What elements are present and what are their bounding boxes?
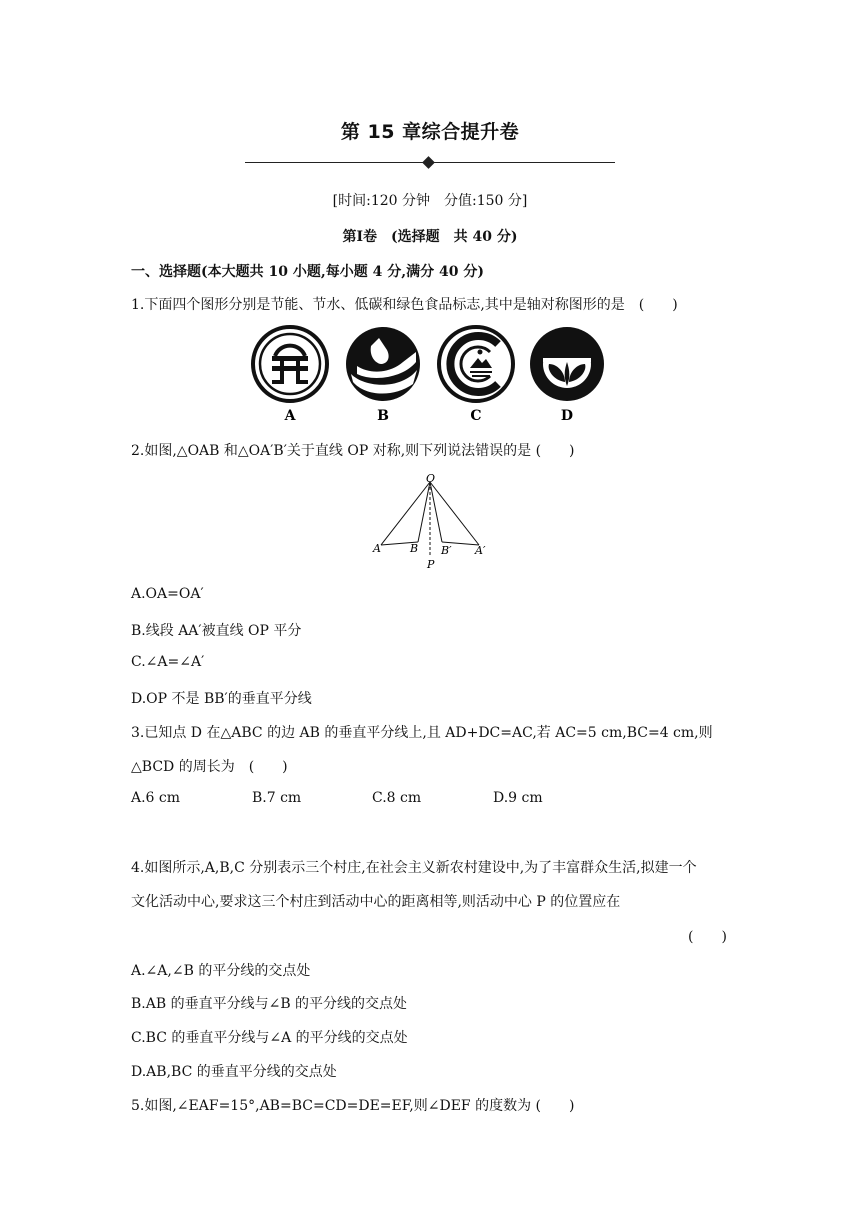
part-heading: 第Ⅰ卷 (选择题 共 40 分) (342, 229, 518, 245)
q2-option-b: B.线段 AA′被直线 OP 平分 (131, 623, 302, 639)
q4-option-a: A.∠A,∠B 的平分线的交点处 (131, 963, 311, 979)
q1-label-a: A (284, 408, 296, 424)
q1-figures (250, 324, 610, 430)
low-carbon-logo-icon (439, 327, 513, 401)
q2-label-o: O (426, 472, 436, 485)
q1-label-d: D (560, 408, 574, 424)
q2-label-b-prime: B′ (441, 544, 452, 557)
q1-label-c: C (470, 408, 482, 424)
q2-label-b: B (410, 542, 419, 555)
q4-stem-line1: 4.如图所示,A,B,C 分别表示三个村庄,在社会主义新农村建设中,为了丰富群众生活,拟建一个 (131, 860, 697, 876)
q2-option-a: A.OA=OA′ (131, 586, 204, 602)
q4-answer-bracket: ( ) (688, 929, 727, 945)
energy-saving-logo-icon (253, 327, 327, 401)
q3-option-a: A.6 cm (131, 790, 181, 806)
q2-label-p: P (427, 558, 435, 571)
section-heading: 一、选择题(本大题共 10 小题,每小题 4 分,满分 40 分) (131, 264, 484, 280)
q4-option-b: B.AB 的垂直平分线与∠B 的平分线的交点处 (131, 996, 408, 1012)
divider-diamond-icon (422, 156, 435, 169)
water-saving-logo-icon (346, 327, 420, 401)
green-food-logo-icon (530, 327, 604, 401)
q3-stem-line2: △BCD 的周长为 ( ) (131, 759, 288, 775)
q3-option-d: D.9 cm (493, 790, 543, 806)
exam-meta: [时间:120 分钟 分值:150 分] (332, 193, 528, 209)
q2-label-a: A (373, 542, 381, 555)
q1-stem: 1.下面四个图形分别是节能、节水、低碳和绿色食品标志,其中是轴对称图形的是 ( ) (131, 297, 678, 313)
q3-option-c: C.8 cm (372, 790, 422, 806)
q2-option-c: C.∠A=∠A′ (131, 654, 205, 670)
q1-label-b: B (377, 408, 389, 424)
q3-option-b: B.7 cm (252, 790, 302, 806)
q5-stem: 5.如图,∠EAF=15°,AB=BC=CD=DE=EF,则∠DEF 的度数为 ( ) (131, 1098, 575, 1114)
q2-stem: 2.如图,△OAB 和△OA′B′关于直线 OP 对称,则下列说法错误的是 ( ) (131, 443, 575, 459)
q2-option-d: D.OP 不是 BB′的垂直平分线 (131, 691, 312, 707)
q2-figure (360, 470, 500, 575)
page-title: 第 15 章综合提升卷 (340, 121, 520, 143)
q4-option-d: D.AB,BC 的垂直平分线的交点处 (131, 1064, 337, 1080)
q3-stem-line1: 3.已知点 D 在△ABC 的边 AB 的垂直平分线上,且 AD+DC=AC,若 AC=5 cm,BC=4 cm,则 (131, 725, 713, 741)
q2-label-a-prime: A′ (475, 544, 486, 557)
q4-option-c: C.BC 的垂直平分线与∠A 的平分线的交点处 (131, 1030, 408, 1046)
q4-stem-line2: 文化活动中心,要求这三个村庄到活动中心的距离相等,则活动中心 P 的位置应在 (131, 894, 621, 910)
